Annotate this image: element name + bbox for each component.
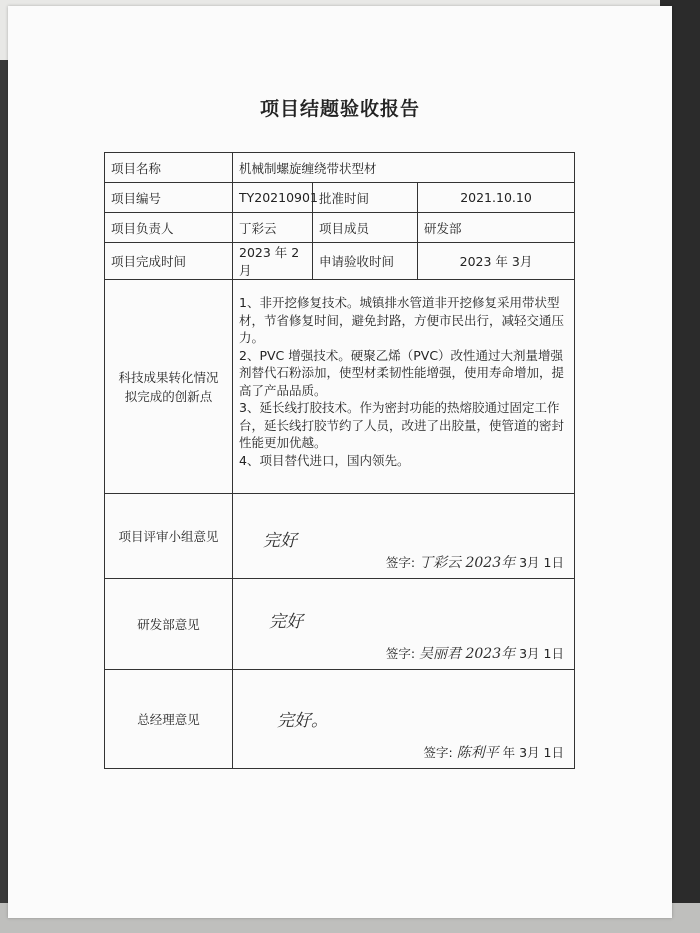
leader-label: 项目负责人 (105, 213, 233, 243)
innovation-label (105, 280, 233, 494)
gm-date: 年 3月 1日 (502, 745, 564, 760)
row-rd (105, 579, 575, 670)
completion-time-value: 2023 年 2月 (233, 243, 313, 280)
project-no-label: 项目编号 (105, 183, 233, 213)
review-group-label: 项目评审小组意见 (105, 494, 233, 579)
innovation-item: 4、项目替代进口，国内领先。 (239, 452, 410, 468)
members-value: 研发部 (418, 213, 575, 243)
completion-time-label: 项目完成时间 (105, 243, 233, 280)
apply-time-value: 2023 年 3月 (418, 243, 575, 280)
row-project-no (105, 183, 575, 213)
innovation-label-line2: 拟完成的创新点 (124, 388, 213, 404)
rd-handwriting: 完好 (269, 612, 303, 632)
row-completion (105, 243, 575, 280)
innovation-item: 3、延长线打胶技术。作为密封功能的热熔胶通过固定工作台，延长线打胶节约了人员，改进了出胶量，使管道的密封性能更加优越。 (239, 400, 565, 450)
gm-opinion (233, 670, 575, 769)
review-group-sign-label: 签字: (385, 555, 416, 570)
row-project-name (105, 153, 575, 183)
innovation-item: 1、非开挖修复技术。城镇排水管道非开挖修复采用带状型材，节省修复时间，避免封路，方便市民出行，减轻交通压力。 (239, 295, 565, 345)
gm-sign-label: 签字: (423, 745, 453, 760)
row-gm (105, 670, 575, 769)
gm-sign-hand: 陈利平 (456, 745, 499, 761)
row-leader (105, 213, 575, 243)
innovation-label-line1: 科技成果转化情况 (118, 369, 219, 385)
members-label: 项目成员 (313, 213, 418, 243)
document-title: 项目结题验收报告 (259, 98, 420, 120)
project-no-value: TY20210901 (233, 183, 313, 213)
gm-label: 总经理意见 (105, 670, 233, 769)
review-group-handwriting: 完好 (263, 531, 297, 551)
innovation-item: 2、PVC 增强技术。硬聚乙烯（PVC）改性通过大剂量增强剂替代石粉添加，使型材柔韧性能增强，使用寿命增加，提高了产品品质。 (239, 347, 565, 398)
project-name-label: 项目名称 (105, 153, 233, 183)
rd-signature (386, 643, 564, 663)
rd-label: 研发部意见 (105, 579, 233, 670)
row-review-group (105, 494, 575, 579)
innovation-content (233, 280, 575, 494)
review-group-date: 3月 1日 (519, 555, 564, 570)
approval-time-label: 批准时间 (313, 183, 418, 213)
review-group-opinion (233, 494, 575, 579)
project-name-value: 机械制螺旋缠绕带状型材 (233, 153, 575, 183)
rd-date: 3月 1日 (519, 646, 564, 661)
rd-sign-hand: 吴丽君 2023年 (419, 646, 516, 662)
rd-sign-label: 签字: (385, 646, 416, 661)
review-group-signature (386, 552, 564, 572)
review-group-sign-hand: 丁彩云 2023年 (419, 555, 516, 571)
approval-time-value: 2021.10.10 (418, 183, 575, 213)
report-table (104, 152, 575, 769)
gm-signature (423, 742, 564, 762)
rd-opinion (233, 579, 575, 670)
row-innovation (105, 280, 575, 494)
apply-time-label: 申请验收时间 (313, 243, 418, 280)
paper-sheet (8, 6, 672, 918)
leader-value: 丁彩云 (233, 213, 313, 243)
gm-handwriting: 完好。 (277, 711, 328, 731)
